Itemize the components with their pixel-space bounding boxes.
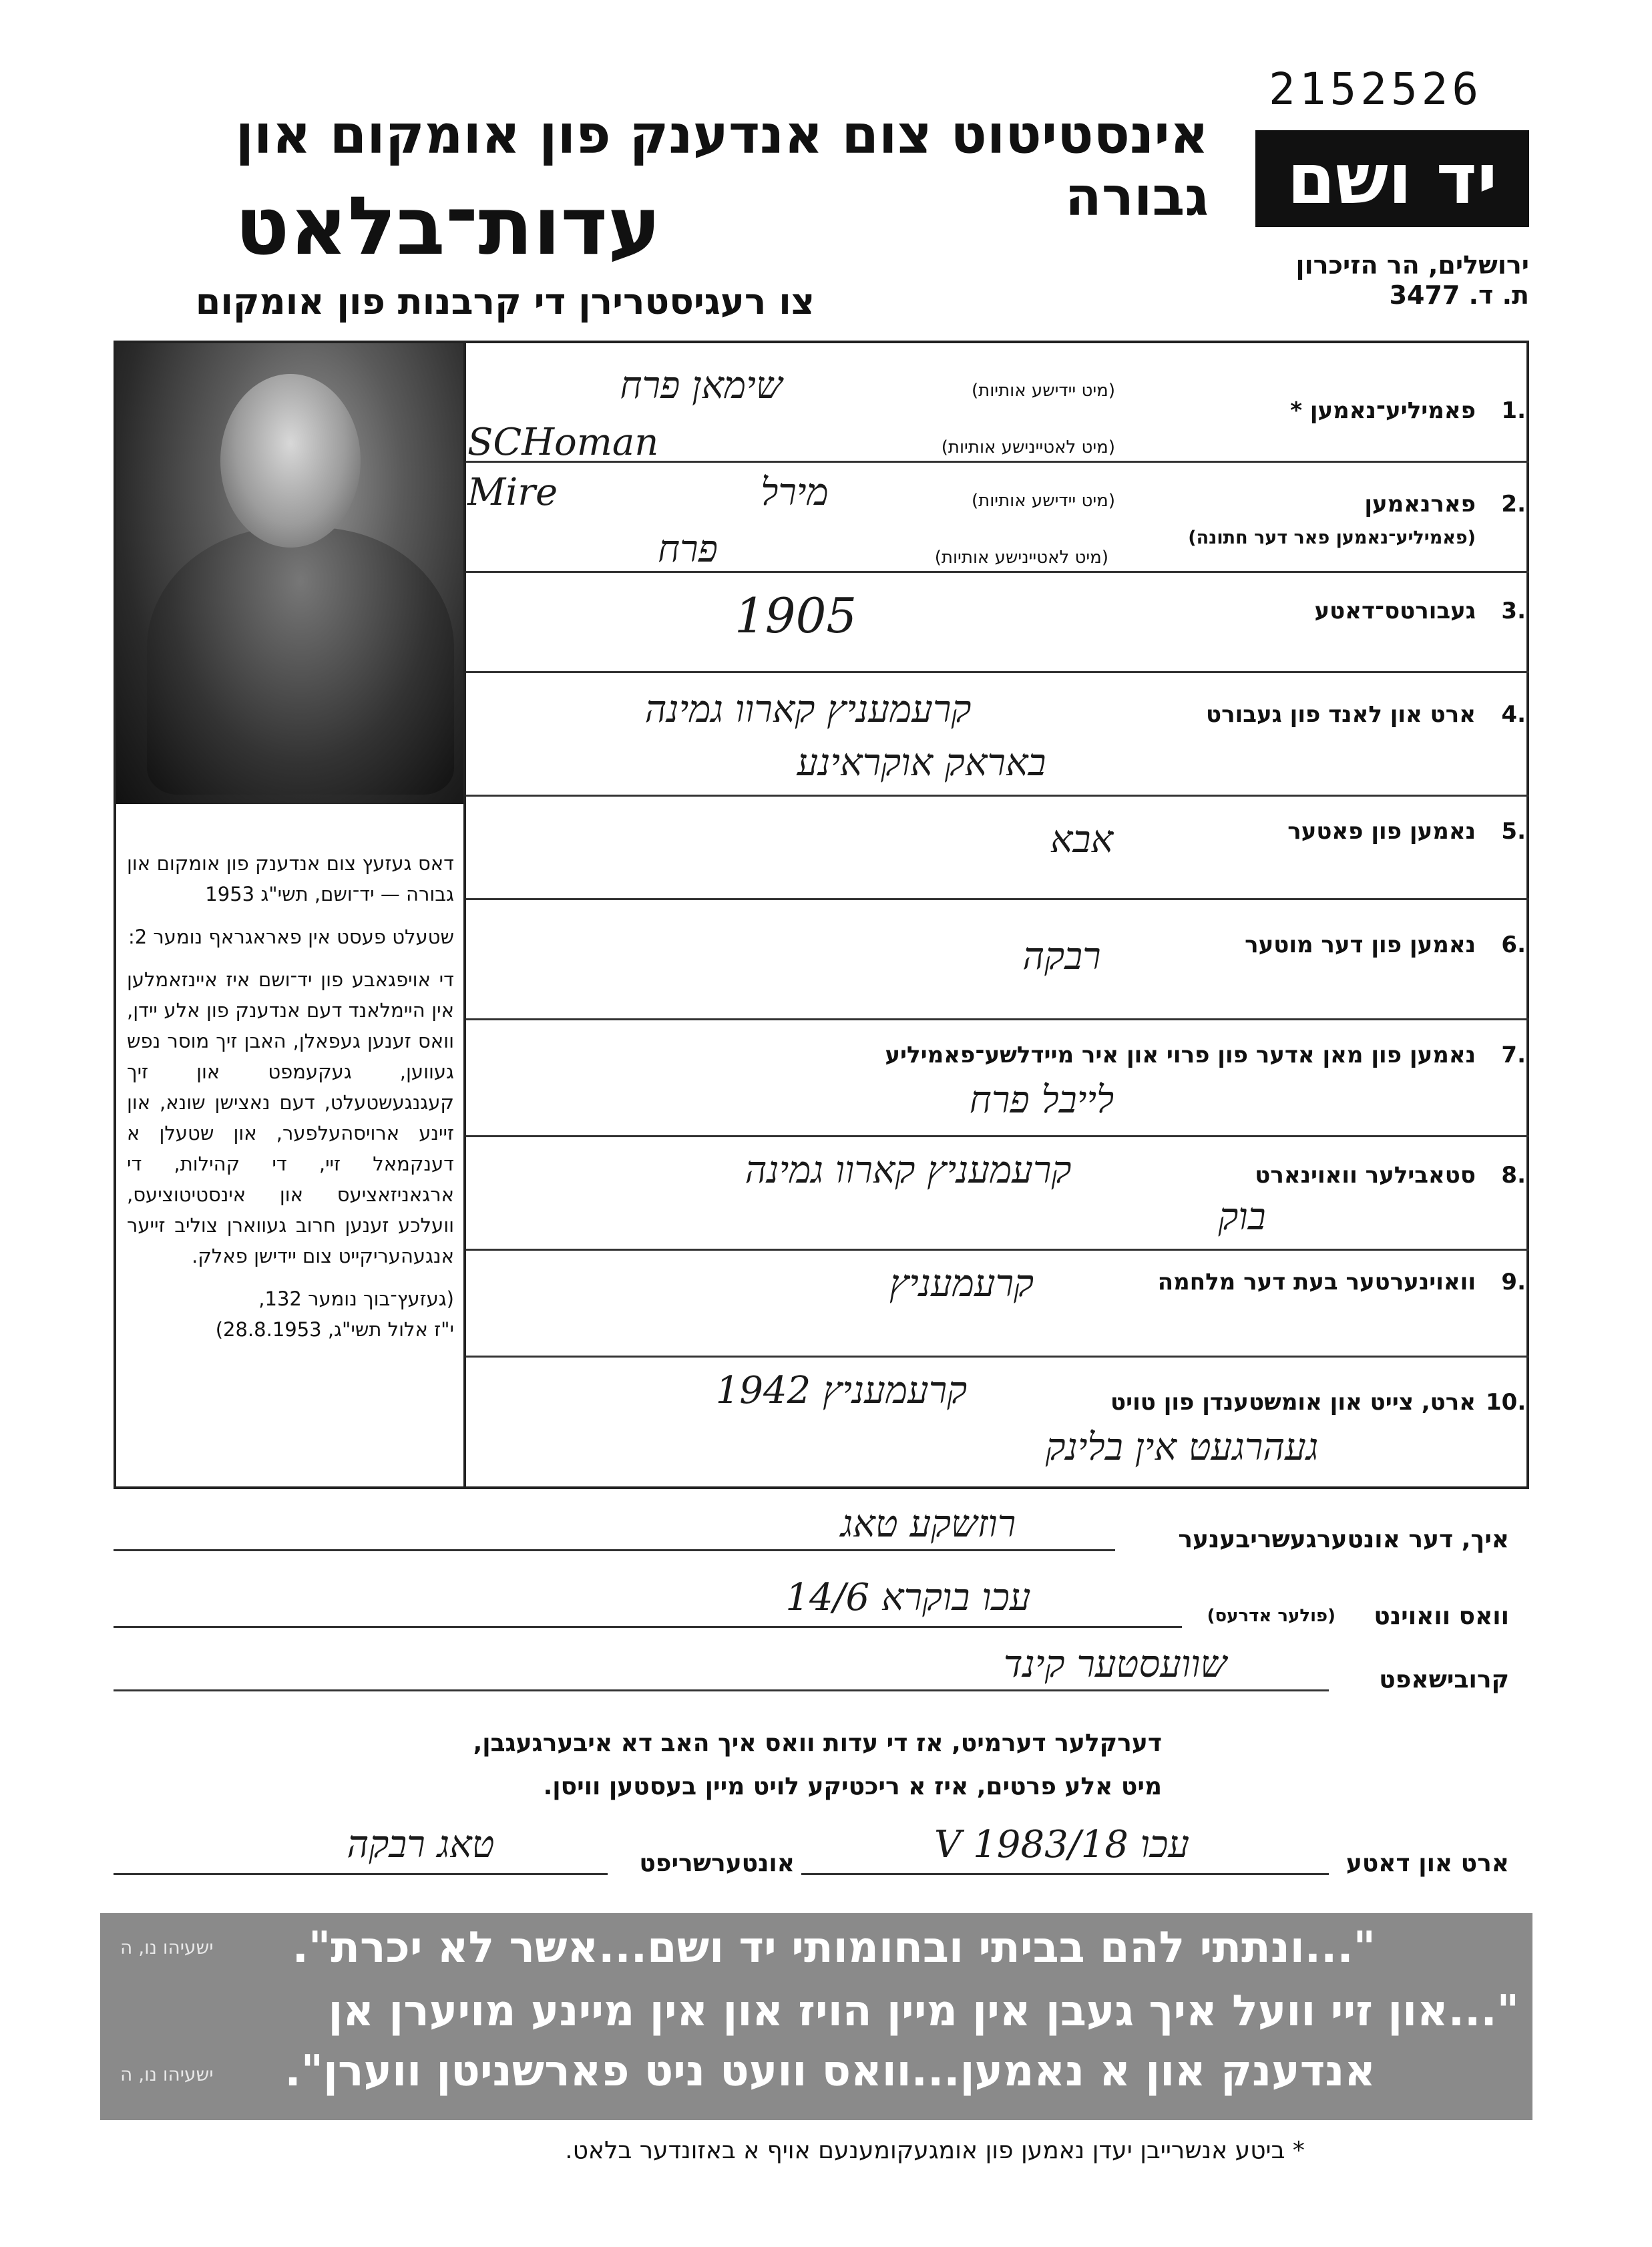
address-note: (פולער אדרעס) [1207, 1606, 1335, 1626]
law-excerpt-para-4: (געזעץ־בוך נומער 132, [258, 1287, 454, 1310]
signature-label: אונטערשריפט [639, 1850, 795, 1877]
handwritten-first-name-yiddish: מירל [761, 471, 829, 514]
address-line [114, 1626, 1182, 1628]
row-divider [466, 795, 1529, 797]
handwritten-signature: טאג רבקה [347, 1823, 495, 1866]
field-number: 7. [1501, 1042, 1526, 1068]
signature-line [114, 1873, 608, 1875]
field-label-wartime-residence: וואוינערטער בעת דער מלחמה [1157, 1269, 1476, 1295]
field-sub-latin: (מיט לאטיינישע אותיות) [941, 437, 1115, 457]
handwritten-birth-date: 1905 [735, 588, 857, 644]
footnote: * ביטע אנשרייבן יעדן נאמען פון אומגעקומענעם אויף א באזונדער בלאט. [565, 2137, 1305, 2164]
handwritten-birthplace: קרעמעניץ קארוו גמינה [644, 688, 972, 731]
handwritten-birthplace-line-2: באראק אוקראינע [797, 741, 1046, 785]
yad-vashem-logo: יד ושם [1255, 130, 1529, 227]
signer-line [114, 1549, 1115, 1551]
handwritten-wartime-residence: קרעמעניץ [889, 1262, 1034, 1305]
field-number: 3. [1501, 598, 1526, 624]
field-sub-latin: (מיט לאטיינישע אותיות) [934, 548, 1108, 568]
field-note-maiden-name: (פאמיליע־נאמען פאר דער חתונה) [1188, 528, 1476, 548]
field-sub-yiddish: (מיט יידישע אותיות) [971, 491, 1115, 511]
row-divider [466, 571, 1529, 573]
handwritten-permanent-residence: קרעמעניץ קארוו גמינה [745, 1149, 1072, 1192]
row-divider [466, 1018, 1529, 1020]
photo-figure-face [220, 374, 361, 548]
handwritten-death-circumstances: קרעמעניץ 1942 [715, 1369, 968, 1412]
handwritten-mother-name: רבקה [1022, 935, 1101, 978]
law-excerpt [127, 848, 454, 1357]
law-excerpt-para-5: י"ז אלול תשי"ג, 28.8.1953) [215, 1318, 454, 1341]
handwritten-address: עכו בוקרא 14/6 [785, 1576, 1031, 1619]
field-number: 1. [1501, 397, 1526, 424]
handwritten-family-name-latin: SCHoman [467, 421, 659, 464]
law-excerpt-para-3: די אויפגאבע פון יד־ושם איז איינזאמלען אין היימלאנד דעם אנדענק פון אלע יידן, וואס זענען געפאלן, האבן זיך מוסר נפש געווען, געקעמפט און זיך קעגנגעשטעלט, דעם נאצישן שונא, און זיינע ארויסהעלפער, און שטעלן א דענקמאל זיי, די קהילות, די ארגאניזאציעס און אינסטיטוציעס, וועלכע זענען חרוב געווארן צוליב זייער אנגעהעריקייט צום יידישן פאלק. [127, 968, 454, 1267]
law-excerpt-para-1: דאס געזעץ צום אנדענק פון אומקום און גבורה — יד־ושם, תשי"ג 1953 [127, 852, 454, 905]
field-number: 6. [1501, 932, 1526, 958]
field-label-mother-name: נאמען פון דער מוטער [1245, 932, 1476, 958]
field-label-death-circumstances: ארט, צייט און אומשטענדן פון טויט [1110, 1389, 1476, 1416]
banner-quote-yiddish-1: "...און זיי וועל איך געבן אין מיין הויז און אין מיינע מויערן אן [328, 1987, 1519, 2036]
field-label-first-name: פארנאמען [1364, 491, 1476, 518]
place-date-label: ארט און דאטע [1346, 1850, 1509, 1877]
sidebar-divider [463, 341, 466, 1489]
address-line-2: ת. ד. 3477 [1389, 280, 1529, 310]
form-title: עדות־בלאט [234, 180, 661, 273]
banner-quote-yiddish-2: אנדענק און א נאמען...וואס וועט ניט פארשניטן ווערן". [284, 2047, 1376, 2096]
banner-reference-2: ישעיהו נו, ה [120, 2063, 214, 2085]
field-label-permanent-residence: סטאבילער וואוינארט [1255, 1162, 1476, 1189]
address-label: וואס וואוינט [1374, 1603, 1509, 1630]
row-divider [466, 1249, 1529, 1251]
field-label-birthplace: ארט און לאנד פון געבורט [1206, 701, 1476, 728]
document-number: 2152526 [1269, 63, 1483, 115]
handwritten-maiden-name: פרח [658, 528, 718, 571]
handwritten-father-name: אבא [1050, 818, 1114, 861]
relationship-line [114, 1689, 1329, 1691]
place-date-line [801, 1873, 1329, 1875]
handwritten-family-name-yiddish: שימאן פרח [620, 364, 783, 407]
field-number: 4. [1501, 701, 1526, 728]
field-number: 5. [1501, 818, 1526, 845]
declaration-line-1: דערקלער דערמיט, אז די עדות וואס איך האב דא איבערגעגבן, [473, 1729, 1162, 1757]
field-number: 2. [1501, 491, 1526, 518]
field-label-spouse-name: נאמען פון מאן אדער פון פרוי און איר מיידלשע־פאמיליע [885, 1042, 1476, 1068]
declaration-line-2: מיט אלע פרטים, איז א ריכטיקע לויט מיין בעסטען וויסן. [543, 1773, 1162, 1800]
field-label-father-name: נאמען פון פאטער [1287, 818, 1476, 845]
row-divider [466, 1135, 1529, 1137]
institute-name: אינסטיטוט צום אנדענק פון אומקום און גבורה [235, 104, 1209, 228]
law-excerpt-para-2: שטעלט פעסט אין פאראגראף נומער 2: [128, 926, 454, 948]
handwritten-death-circumstances-line-2: געהרגעט אין בלינק [1045, 1426, 1319, 1469]
row-divider [466, 671, 1529, 673]
row-divider [466, 1356, 1529, 1358]
handwritten-relationship: שוועסטער קינד [1003, 1643, 1227, 1686]
banner-reference-1: ישעיהו נו, ה [120, 1936, 214, 1959]
address-line-1: ירושלים, הר הזיכרון [1295, 250, 1529, 280]
row-divider [466, 898, 1529, 900]
photo-figure-body [147, 528, 454, 795]
handwritten-place-date: עכו 18/V 1983 [934, 1823, 1190, 1866]
handwritten-signer-name: רוזשקע טאג [840, 1502, 1016, 1546]
field-number: 10. [1486, 1389, 1526, 1416]
handwritten-permanent-residence-line-2: בוק [1218, 1195, 1266, 1239]
field-label-family-name: פאמיליע־נאמען * [1290, 397, 1476, 424]
field-number: 9. [1501, 1269, 1526, 1295]
field-sub-yiddish: (מיט יידישע אותיות) [971, 381, 1115, 401]
banner-quote-hebrew: "...ונתתי להם בביתי ובחומותי יד ושם...אשר לא יכרת". [292, 1923, 1376, 1973]
field-number: 8. [1501, 1162, 1526, 1189]
handwritten-first-name-latin: Mire [467, 471, 558, 514]
form-subtitle: צו רעגיסטרירן די קרבנות פון אומקום [195, 280, 815, 323]
signer-label: איך, דער אונטערגעשריבענער [1178, 1526, 1509, 1553]
field-label-birth-date: געבורטס־דאטע [1314, 598, 1476, 624]
relationship-label: קרובישאפט [1379, 1666, 1509, 1693]
handwritten-spouse-name: לייבל פרח [969, 1078, 1114, 1122]
